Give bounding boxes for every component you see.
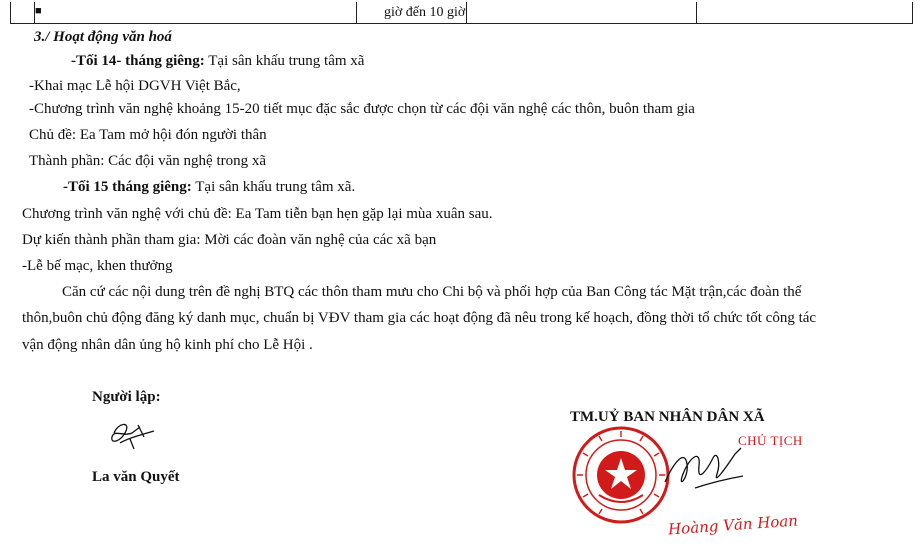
table-row [11,2,913,24]
table-divider [696,2,697,23]
chair-role: CHỦ TỊCH [738,433,803,448]
evening-14-label: -Tối 14- tháng giêng: [71,53,205,69]
table-cell-time: giờ đến 10 giờ [384,5,466,20]
chair-signature-icon [655,440,750,500]
evening-15-label: -Tối 15 tháng giêng: [63,179,192,195]
preparer-name: La văn Quyết [92,469,180,485]
preparer-signature-icon [100,415,160,455]
schedule-table-fragment [10,2,913,24]
evening-14-line: Thành phần: Các đội văn nghệ trong xã [29,153,267,169]
closing-line: vận động nhân dân ủng hộ kinh phí cho Lễ Hội . [22,337,313,353]
evening-15-line: Chương trình văn nghệ với chủ đề: Ea Tam tiễn bạn hẹn gặp lại mùa xuân sau. [22,206,493,222]
table-divider [356,2,357,23]
evening-15-place: Tại sân khấu trung tâm xã. [191,179,356,195]
evening-14-line: -Chương trình văn nghệ khoảng 15-20 tiết mục đặc sắc được chọn từ các đội văn nghệ các thôn, buôn tham gia [29,101,695,117]
section-heading: 3./ Hoạt động văn hoá [34,29,172,45]
closing-line: Căn cứ các nội dung trên đề nghị BTQ các thôn tham mưu cho Chi bộ và phối hợp của Ban Công tác Mặt trận,các đoàn thể [62,284,802,300]
evening-15-line: -Lễ bế mạc, khen thưởng [22,258,173,274]
committee-title: TM.UỶ BAN NHÂN DÂN XÃ [570,409,765,425]
evening-14-line: Chủ đề: Ea Tam mở hội đón người thân [29,127,267,143]
table-mark: ■ [35,5,42,17]
evening-14-heading [71,54,364,69]
preparer-title: Người lập: [92,389,161,405]
evening-14-place: Tại sân khấu trung tâm xã [204,53,365,69]
evening-14-line: -Khai mạc Lễ hội DGVH Việt Bắc, [29,78,241,94]
evening-15-line: Dự kiến thành phần tham gia: Mời các đoàn văn nghệ của các xã bạn [22,232,437,248]
evening-15-heading [63,180,355,195]
chair-name: Hoàng Văn Hoan [667,511,799,539]
table-divider [466,2,467,23]
closing-line: thôn,buôn chủ động đăng ký danh mục, chuẩn bị VĐV tham gia các hoạt động đã nêu trong kế hoạch, đồng thời tổ chức tốt công tác [22,310,817,326]
